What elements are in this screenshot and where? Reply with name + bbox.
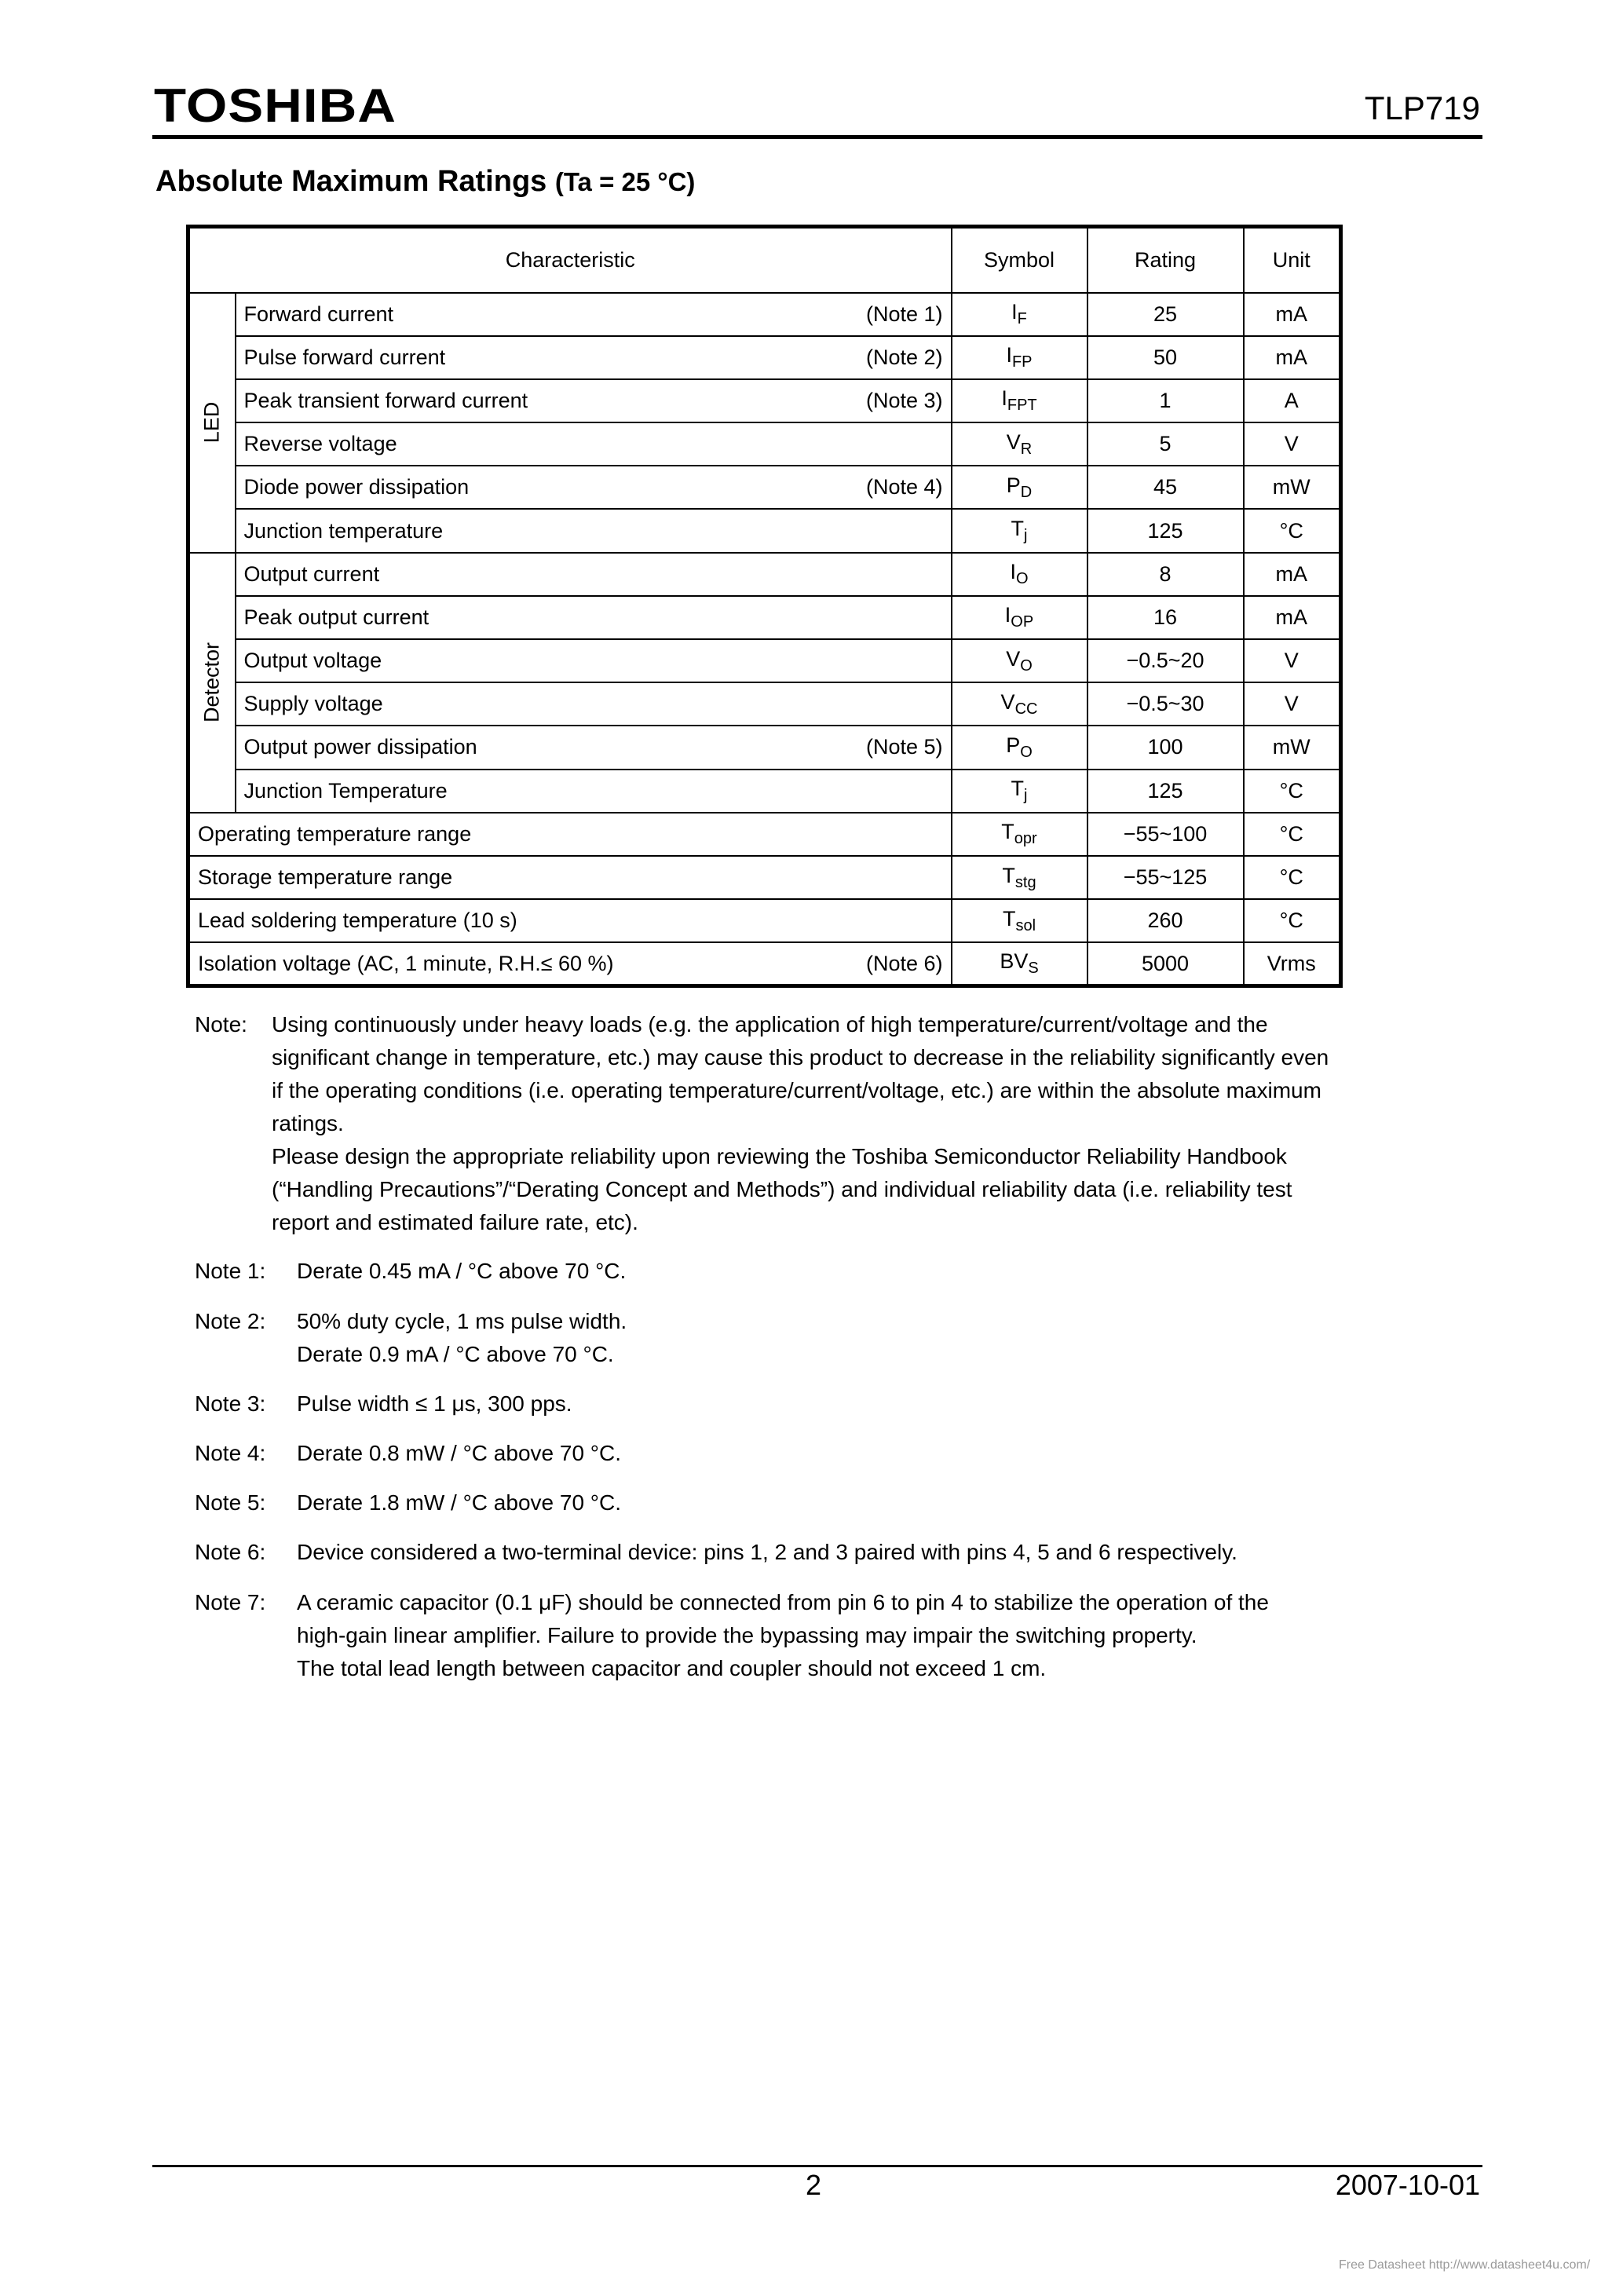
symbol-subscript: FP [1011, 353, 1033, 371]
note-ref: (Note 2) [865, 345, 943, 369]
symbol-subscript: j [1024, 787, 1028, 805]
rating-cell: 1 [1087, 379, 1244, 422]
rating-cell: 100 [1087, 726, 1244, 769]
characteristic-cell [236, 379, 952, 422]
symbol: V [1006, 646, 1021, 671]
symbol: T [1002, 863, 1015, 887]
group-label: Detector [199, 642, 224, 723]
table-row [188, 379, 1341, 422]
characteristic-cell [188, 856, 952, 899]
note-line: report and estimated failure rate, etc). [272, 1210, 638, 1234]
symbol-cell [952, 466, 1087, 509]
note-label: Note 6: [195, 1540, 266, 1564]
note-line: Please design the appropriate reliability upon reviewing the Toshiba Semiconductor Reliability Handbook [272, 1144, 1287, 1168]
characteristic: Output power dissipation [243, 735, 477, 759]
symbol-subscript: R [1020, 440, 1033, 458]
symbol-subscript: O [1020, 743, 1033, 761]
note-label: Note 2: [195, 1309, 266, 1333]
symbol-cell [952, 682, 1087, 726]
header-rule [152, 135, 1482, 139]
note-line: Pulse width ≤ 1 μs, 300 pps. [297, 1391, 572, 1416]
rating-cell: 5000 [1087, 942, 1244, 985]
table-row [188, 899, 1341, 942]
unit-cell: mA [1244, 293, 1341, 336]
unit-cell: mW [1244, 726, 1341, 769]
symbol: T [1011, 517, 1025, 541]
table-row [188, 813, 1341, 856]
symbol: P [1006, 733, 1021, 757]
note-line: ratings. [272, 1111, 344, 1135]
characteristic-cell [236, 466, 952, 509]
note-line: Derate 0.8 mW / °C above 70 °C. [297, 1441, 621, 1465]
symbol: T [1011, 777, 1025, 801]
table-header [188, 227, 1341, 293]
group-label: LED [199, 401, 224, 444]
rating-cell: 125 [1087, 509, 1244, 552]
unit-cell: mW [1244, 466, 1341, 509]
characteristic: Pulse forward current [243, 345, 446, 369]
note-line: if the operating conditions (i.e. operating temperature/current/voltage, etc.) are within the absolute maximum [272, 1078, 1321, 1102]
note-line: Device considered a two-terminal device: pins 1, 2 and 3 paired with pins 4, 5 and 6 respectively. [297, 1540, 1237, 1564]
section-title [155, 165, 695, 199]
table-row [188, 596, 1341, 639]
symbol-cell [952, 553, 1087, 596]
symbol-subscript: O [1015, 570, 1029, 588]
characteristic-cell [188, 813, 952, 856]
symbol: I [1011, 300, 1018, 324]
note-line: Derate 0.9 mA / °C above 70 °C. [297, 1342, 614, 1366]
table-row [188, 509, 1341, 552]
symbol-subscript: CC [1014, 700, 1038, 718]
note-ref: (Note 6) [865, 951, 943, 975]
unit-cell: A [1244, 379, 1341, 422]
characteristic: Junction temperature [243, 518, 444, 543]
unit-cell: °C [1244, 509, 1341, 552]
characteristic-cell [236, 509, 952, 552]
characteristic-cell [236, 596, 952, 639]
col-unit: Unit [1244, 227, 1341, 293]
characteristic: Peak transient forward current [243, 388, 528, 412]
rating-cell: −0.5~30 [1087, 682, 1244, 726]
characteristic: Junction Temperature [243, 778, 448, 803]
symbol-cell [952, 813, 1087, 856]
unit-cell: Vrms [1244, 942, 1341, 985]
characteristic: Peak output current [243, 605, 430, 629]
characteristic-cell [236, 553, 952, 596]
note-line: 50% duty cycle, 1 ms pulse width. [297, 1309, 627, 1333]
characteristic: Forward current [243, 302, 394, 326]
symbol-cell [952, 422, 1087, 466]
symbol-cell [952, 336, 1087, 379]
note-line: Derate 1.8 mW / °C above 70 °C. [297, 1490, 621, 1515]
watermark: Free Datasheet http://www.datasheet4u.com/ [1339, 2258, 1591, 2272]
characteristic: Diode power dissipation [243, 475, 470, 499]
characteristic-cell [188, 899, 952, 942]
symbol-cell [952, 726, 1087, 769]
table-row [188, 336, 1341, 379]
rating-cell: 5 [1087, 422, 1244, 466]
rating-cell: −55~125 [1087, 856, 1244, 899]
group-led [188, 293, 236, 553]
symbol-subscript: F [1017, 310, 1027, 328]
note-line: high-gain linear amplifier. Failure to provide the bypassing may impair the switching property. [297, 1623, 1197, 1647]
col-rating: Rating [1087, 227, 1244, 293]
footer-date: 2007-10-01 [1335, 2169, 1480, 2201]
rating-cell: −55~100 [1087, 813, 1244, 856]
rating-cell: 16 [1087, 596, 1244, 639]
symbol-subscript: FPT [1007, 397, 1037, 415]
symbol: V [1006, 430, 1021, 454]
symbol: P [1006, 473, 1021, 497]
symbol-subscript: sol [1015, 916, 1036, 934]
unit-cell: V [1244, 639, 1341, 682]
note-line: Derate 0.45 mA / °C above 70 °C. [297, 1259, 627, 1283]
symbol-cell [952, 856, 1087, 899]
ratings-table [186, 225, 1343, 988]
unit-cell: °C [1244, 770, 1341, 813]
toshiba-logo: TOSHIBA [154, 79, 397, 132]
title-condition: (Ta = 25 °C) [554, 167, 696, 196]
characteristic: Supply voltage [243, 692, 383, 716]
note-ref: (Note 4) [865, 475, 943, 499]
unit-cell: mA [1244, 596, 1341, 639]
characteristic: Lead soldering temperature (10 s) [198, 909, 517, 933]
symbol: I [1004, 603, 1011, 627]
symbol-cell [952, 379, 1087, 422]
symbol-subscript: j [1024, 527, 1028, 545]
characteristic: Storage temperature range [198, 865, 453, 890]
table-row [188, 942, 1341, 985]
rating-cell: 125 [1087, 770, 1244, 813]
symbol-cell [952, 509, 1087, 552]
note-line: Using continuously under heavy loads (e.g. the application of high temperature/current/voltage and the [272, 1012, 1268, 1036]
table-row [188, 422, 1341, 466]
note-line: The total lead length between capacitor and coupler should not exceed 1 cm. [297, 1656, 1047, 1680]
characteristic-cell [236, 726, 952, 769]
note-label: Note 1: [195, 1259, 266, 1283]
note-line: significant change in temperature, etc.) may cause this product to decrease in the reliability significantly even [272, 1045, 1329, 1069]
unit-cell: mA [1244, 336, 1341, 379]
characteristic: Operating temperature range [198, 821, 472, 846]
note-label: Note: [195, 1012, 247, 1036]
characteristic: Reverse voltage [243, 432, 397, 456]
table-row [188, 726, 1341, 769]
table-row [188, 682, 1341, 726]
characteristic-cell [236, 639, 952, 682]
note-ref: (Note 1) [865, 302, 943, 326]
note-label: Note 4: [195, 1441, 266, 1465]
symbol-cell [952, 293, 1087, 336]
characteristic: Output current [243, 561, 380, 586]
symbol-cell [952, 942, 1087, 985]
characteristic: Isolation voltage (AC, 1 minute, R.H.≤ 60 %) [198, 951, 614, 975]
characteristic-cell [236, 293, 952, 336]
note-line: A ceramic capacitor (0.1 μF) should be connected from pin 6 to pin 4 to stabilize the operation of the [297, 1590, 1269, 1614]
group-detector [188, 553, 236, 813]
table-row [188, 293, 1341, 336]
footer-rule [152, 2165, 1482, 2167]
rating-cell: 8 [1087, 553, 1244, 596]
characteristic-cell [236, 682, 952, 726]
rating-cell: 45 [1087, 466, 1244, 509]
symbol: T [1002, 906, 1016, 930]
characteristic: Output voltage [243, 649, 382, 673]
table-row [188, 639, 1341, 682]
symbol: I [1001, 386, 1007, 411]
symbol-cell [952, 639, 1087, 682]
symbol-subscript: S [1028, 960, 1039, 978]
rating-cell: 260 [1087, 899, 1244, 942]
symbol: I [1006, 343, 1012, 367]
symbol-cell [952, 770, 1087, 813]
table-row [188, 466, 1341, 509]
table-row [188, 770, 1341, 813]
table-row [188, 553, 1341, 596]
symbol: T [1001, 820, 1014, 844]
unit-cell: V [1244, 422, 1341, 466]
symbol-subscript: D [1020, 483, 1033, 501]
rating-cell: −0.5~20 [1087, 639, 1244, 682]
note-ref: (Note 5) [865, 735, 943, 759]
unit-cell: °C [1244, 899, 1341, 942]
symbol: I [1010, 560, 1016, 584]
page-number: 2 [806, 2169, 822, 2201]
unit-cell: °C [1244, 813, 1341, 856]
title-main: Absolute Maximum Ratings [155, 165, 547, 198]
symbol-subscript: opr [1014, 830, 1037, 848]
table-row [188, 856, 1341, 899]
rating-cell: 50 [1087, 336, 1244, 379]
unit-cell: V [1244, 682, 1341, 726]
symbol: BV [1000, 949, 1029, 974]
note-ref: (Note 3) [865, 388, 943, 412]
note-label: Note 3: [195, 1391, 266, 1416]
symbol-cell [952, 596, 1087, 639]
characteristic-cell [236, 422, 952, 466]
note-line: (“Handling Precautions”/“Derating Concept and Methods”) and individual reliability data (i.e. reliability test [272, 1177, 1292, 1201]
symbol-subscript: OP [1011, 613, 1034, 631]
note-label: Note 5: [195, 1490, 266, 1515]
part-number: TLP719 [1364, 90, 1480, 126]
unit-cell: mA [1244, 553, 1341, 596]
symbol-cell [952, 899, 1087, 942]
col-characteristic: Characteristic [188, 227, 952, 293]
characteristic-cell [236, 770, 952, 813]
note-label: Note 7: [195, 1590, 266, 1614]
symbol-subscript: stg [1014, 873, 1036, 891]
characteristic-cell [236, 336, 952, 379]
col-symbol: Symbol [952, 227, 1087, 293]
unit-cell: °C [1244, 856, 1341, 899]
symbol: V [1000, 689, 1015, 714]
characteristic-cell [188, 942, 952, 985]
symbol-subscript: O [1020, 656, 1033, 675]
rating-cell: 25 [1087, 293, 1244, 336]
